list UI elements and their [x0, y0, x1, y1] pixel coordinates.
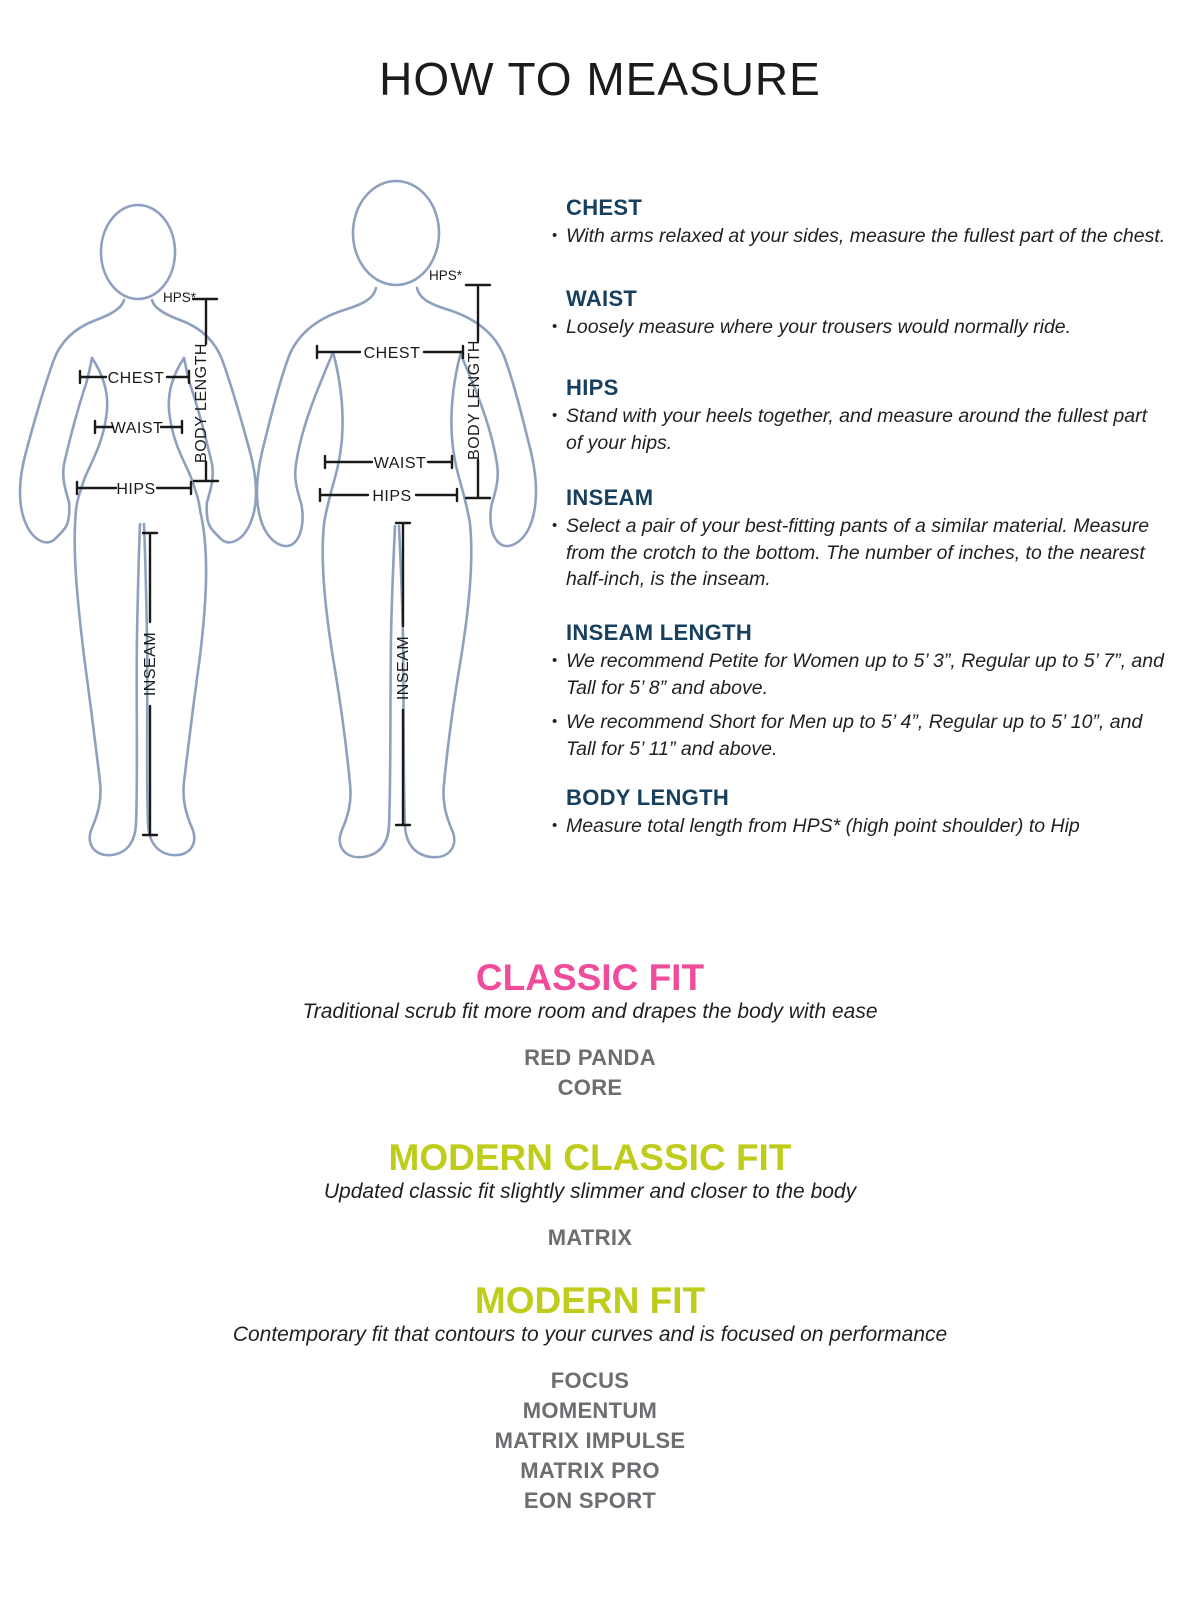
fit-modern-classic-brands: [0, 1223, 1180, 1253]
fit-modern-brands: [0, 1366, 1180, 1516]
fit-classic-subtitle: Traditional scrub fit more room and drapes the body with ease: [302, 1000, 878, 1023]
male-left-leg: [323, 524, 395, 857]
female-waist-label: WAIST: [110, 420, 164, 437]
section-body-length-heading: BODY LENGTH: [566, 785, 730, 810]
measurement-figures: [0, 0, 545, 900]
section-inseam-length: [552, 620, 1168, 770]
male-head: [353, 181, 439, 285]
male-figure: [257, 181, 536, 857]
female-inseam-label: INSEAM: [142, 631, 159, 697]
male-chest-label: CHEST: [363, 345, 421, 362]
section-waist-heading: WAIST: [566, 286, 638, 311]
section-inseam-heading: INSEAM: [566, 485, 654, 510]
bullet-dot: •: [552, 713, 558, 730]
bullet-item: [552, 403, 1168, 456]
brand-name: MATRIX PRO: [520, 1458, 660, 1483]
section-inseam: [552, 485, 1168, 601]
bullet-item: [552, 223, 1168, 250]
bullet-text: Loosely measure where your trousers would normally ride.: [566, 316, 1072, 338]
bullet-text: Stand with your heels together, and measure around the fullest part of your hips.: [566, 405, 1148, 454]
female-chest-label: CHEST: [107, 370, 165, 387]
bullet-dot: •: [552, 517, 558, 534]
bullet-text: Measure total length from HPS* (high point shoulder) to Hip: [566, 815, 1080, 837]
fit-modern-classic-subtitle: Updated classic fit slightly slimmer and closer to the body: [323, 1180, 857, 1203]
brand-name: MATRIX: [547, 1225, 633, 1250]
brand-name: EON SPORT: [523, 1488, 657, 1513]
female-figure: [20, 205, 256, 855]
bullet-dot: •: [552, 318, 558, 335]
bullet-item: [552, 314, 1168, 341]
fit-modern-classic: [0, 1138, 1180, 1253]
section-waist: [552, 286, 1168, 349]
fit-modern-subtitle: Contemporary fit that contours to your curves and is focused on performance: [232, 1323, 948, 1346]
female-body-length-label: BODY LENGTH: [193, 343, 210, 463]
male-measurements: [317, 268, 490, 825]
bullet-item: [552, 709, 1168, 762]
section-hips-heading: HIPS: [566, 375, 619, 400]
brand-name: FOCUS: [550, 1368, 630, 1393]
brand-name: RED PANDA: [524, 1045, 656, 1070]
female-left-arm: [20, 300, 124, 542]
fit-modern-classic-title: MODERN CLASSIC FIT: [388, 1137, 792, 1178]
section-body-length: [552, 785, 1168, 848]
section-hips: [552, 375, 1168, 464]
bullet-dot: •: [552, 407, 558, 424]
male-left-arm: [257, 288, 376, 546]
bullet-dot: •: [552, 652, 558, 669]
fit-classic-brands: [0, 1043, 1180, 1103]
brand-name: MOMENTUM: [522, 1398, 658, 1423]
female-left-leg: [75, 510, 140, 855]
male-hips-label: HIPS: [372, 488, 412, 505]
fit-modern-title: MODERN FIT: [474, 1280, 706, 1321]
bullet-dot: •: [552, 227, 558, 244]
bullet-item: [552, 648, 1168, 701]
bullet-item: [552, 813, 1168, 840]
bullet-item: [552, 513, 1168, 593]
section-chest-heading: CHEST: [566, 195, 643, 220]
female-head: [101, 205, 175, 299]
male-waist-label: WAIST: [373, 455, 427, 472]
section-inseam-length-heading: INSEAM LENGTH: [566, 620, 753, 645]
brand-name: MATRIX IMPULSE: [494, 1428, 686, 1453]
bullet-text: We recommend Short for Men up to 5’ 4”, Regular up to 5’ 10”, and Tall for 5’ 11” and above.: [566, 711, 1143, 760]
female-hips-label: HIPS: [116, 481, 156, 498]
page-title: HOW TO MEASURE: [379, 53, 821, 105]
male-inseam-label: INSEAM: [395, 635, 412, 701]
bullet-text: With arms relaxed at your sides, measure the fullest part of the chest.: [566, 225, 1166, 247]
male-hps-label: HPS*: [428, 268, 462, 283]
female-hps-label: HPS*: [162, 290, 196, 305]
fit-classic: [0, 958, 1180, 1103]
male-body-length-label: BODY LENGTH: [466, 340, 483, 460]
fit-classic-title: CLASSIC FIT: [475, 957, 705, 998]
bullet-text: Select a pair of your best-fitting pants of a similar material. Measure from the crotch to the bottom. The number of inches, to the nearest half-inch, is the inseam.: [566, 515, 1150, 590]
bullet-text: We recommend Petite for Women up to 5’ 3”, Regular up to 5’ 7”, and Tall for 5’ 8” and above.: [566, 650, 1164, 699]
male-torso-left: [324, 352, 343, 524]
brand-name: CORE: [557, 1075, 623, 1100]
bullet-dot: •: [552, 817, 558, 834]
section-chest: [552, 195, 1168, 258]
fit-modern: [0, 1281, 1180, 1516]
